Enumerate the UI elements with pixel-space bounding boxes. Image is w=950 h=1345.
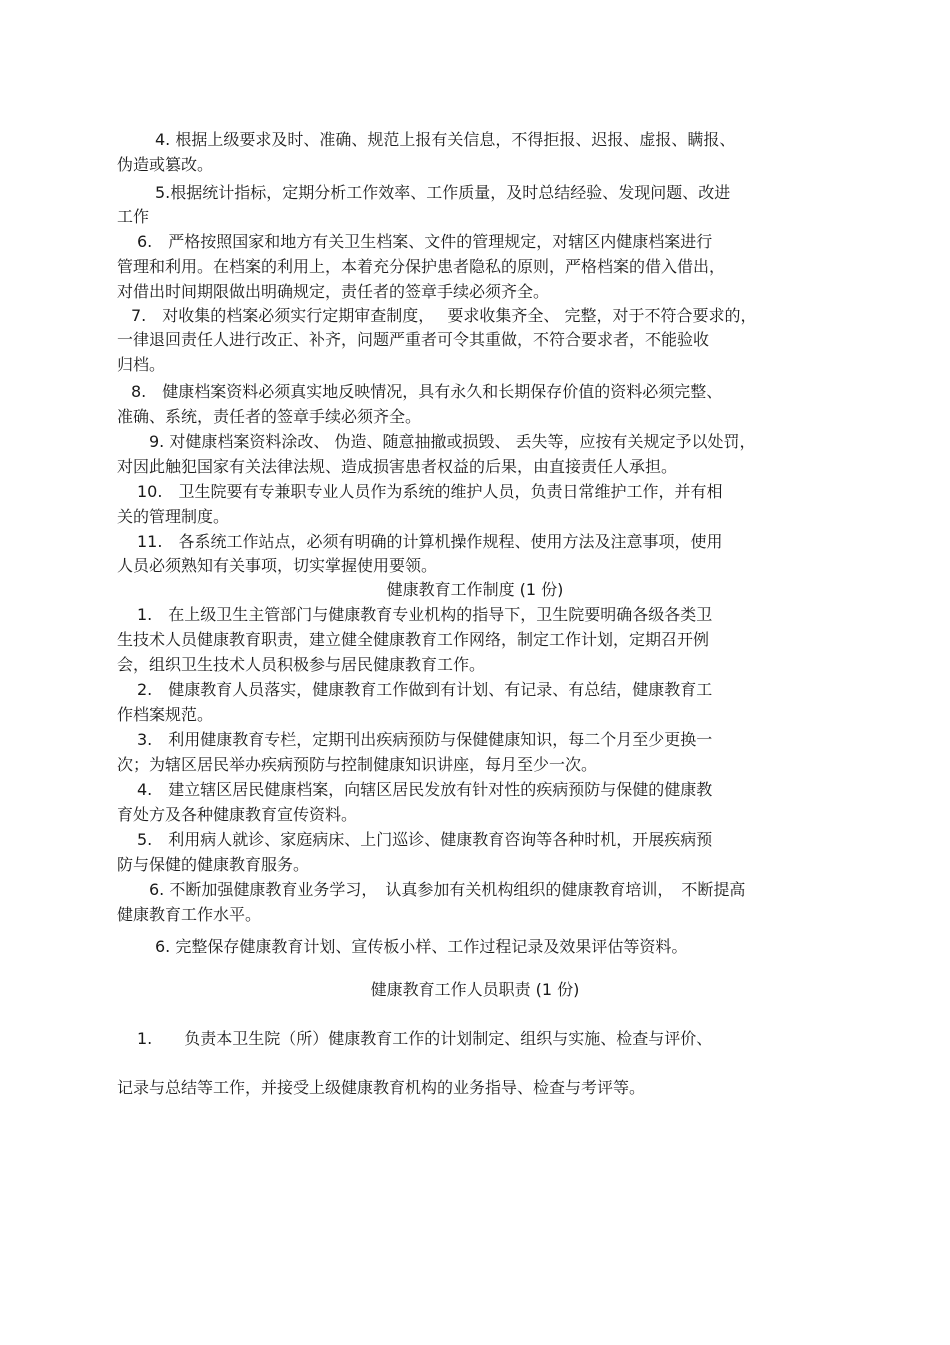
text-line: 1. 负责本卫生院（所）健康教育工作的计划制定、组织与实施、检查与评价、 <box>137 1029 713 1048</box>
text-line: 人员必须熟知有关事项，切实掌握使用要领。 <box>117 556 438 575</box>
text-line: 6. 不断加强健康教育业务学习， 认真参加有关机构组织的健康教育培训， 不断提高 <box>149 880 746 899</box>
text-line: 7. 对收集的档案必须实行定期审查制度， 要求收集齐全、 完整，对于不符合要求的， <box>131 306 757 325</box>
text-line: 防与保健的健康教育服务。 <box>117 855 310 874</box>
text-line: 5. 利用病人就诊、家庭病床、上门巡诊、健康教育咨询等各种时机，开展疾病预 <box>137 830 713 849</box>
text-line: 3. 利用健康教育专栏，定期刊出疾病预防与保健健康知识，每二个月至少更换一 <box>137 730 713 749</box>
text-line: 工作 <box>117 207 150 226</box>
text-line: 4. 根据上级要求及时、准确、规范上报有关信息，不得拒报、迟报、虚报、瞒报、 <box>155 130 736 149</box>
section-heading: 健康教育工作人员职责 (1 份) <box>370 980 580 999</box>
text-line: 归档。 <box>117 355 166 374</box>
text-line: 8. 健康档案资料必须真实地反映情况，具有永久和长期保存价值的资料必须完整、 <box>131 382 723 401</box>
text-line: 健康教育工作水平。 <box>117 905 262 924</box>
text-line: 11. 各系统工作站点，必须有明确的计算机操作规程、使用方法及注意事项，使用 <box>137 532 723 551</box>
text-line: 10. 卫生院要有专兼职专业人员作为系统的维护人员，负责日常维护工作，并有相 <box>137 482 723 501</box>
text-line: 记录与总结等工作，并接受上级健康教育机构的业务指导、检查与考评等。 <box>117 1078 646 1097</box>
text-line: 5.根据统计指标，定期分析工作效率、工作质量，及时总结经验、发现问题、改进 <box>155 183 731 202</box>
text-line: 4. 建立辖区居民健康档案，向辖区居民发放有针对性的疾病预防与保健的健康教 <box>137 780 713 799</box>
text-line: 对因此触犯国家有关法律法规、造成损害患者权益的后果，由直接责任人承担。 <box>117 457 678 476</box>
text-line: 一律退回责任人进行改正、补齐，问题严重者可令其重做，不符合要求者，不能验收 <box>117 330 710 349</box>
text-line: 1. 在上级卫生主管部门与健康教育专业机构的指导下，卫生院要明确各级各类卫 <box>137 605 713 624</box>
text-line: 对借出时间期限做出明确规定，责任者的签章手续必须齐全。 <box>117 282 550 301</box>
text-line: 6. 严格按照国家和地方有关卫生档案、文件的管理规定，对辖区内健康档案进行 <box>137 232 713 251</box>
text-line: 6. 完整保存健康教育计划、宣传板小样、工作过程记录及效果评估等资料。 <box>155 937 688 956</box>
section-heading: 健康教育工作制度 (1 份) <box>386 580 564 599</box>
text-line: 伪造或篡改。 <box>117 155 214 174</box>
text-line: 9. 对健康档案资料涂改、 伪造、随意抽撤或损毁、 丢失等，应按有关规定予以处罚， <box>149 432 756 451</box>
text-line: 管理和利用。在档案的利用上，本着充分保护患者隐私的原则，严格档案的借入借出， <box>117 257 726 276</box>
text-line: 会，组织卫生技术人员积极参与居民健康教育工作。 <box>117 655 486 674</box>
text-line: 育处方及各种健康教育宣传资料。 <box>117 805 358 824</box>
text-line: 次；为辖区居民举办疾病预防与控制健康知识讲座，每月至少一次。 <box>117 755 598 774</box>
text-line: 生技术人员健康教育职责，建立健全健康教育工作网络，制定工作计划，定期召开例 <box>117 630 710 649</box>
text-line: 2. 健康教育人员落实，健康教育工作做到有计划、有记录、有总结，健康教育工 <box>137 680 713 699</box>
text-line: 关的管理制度。 <box>117 507 230 526</box>
text-line: 准确、系统，责任者的签章手续必须齐全。 <box>117 407 422 426</box>
text-line: 作档案规范。 <box>117 705 214 724</box>
